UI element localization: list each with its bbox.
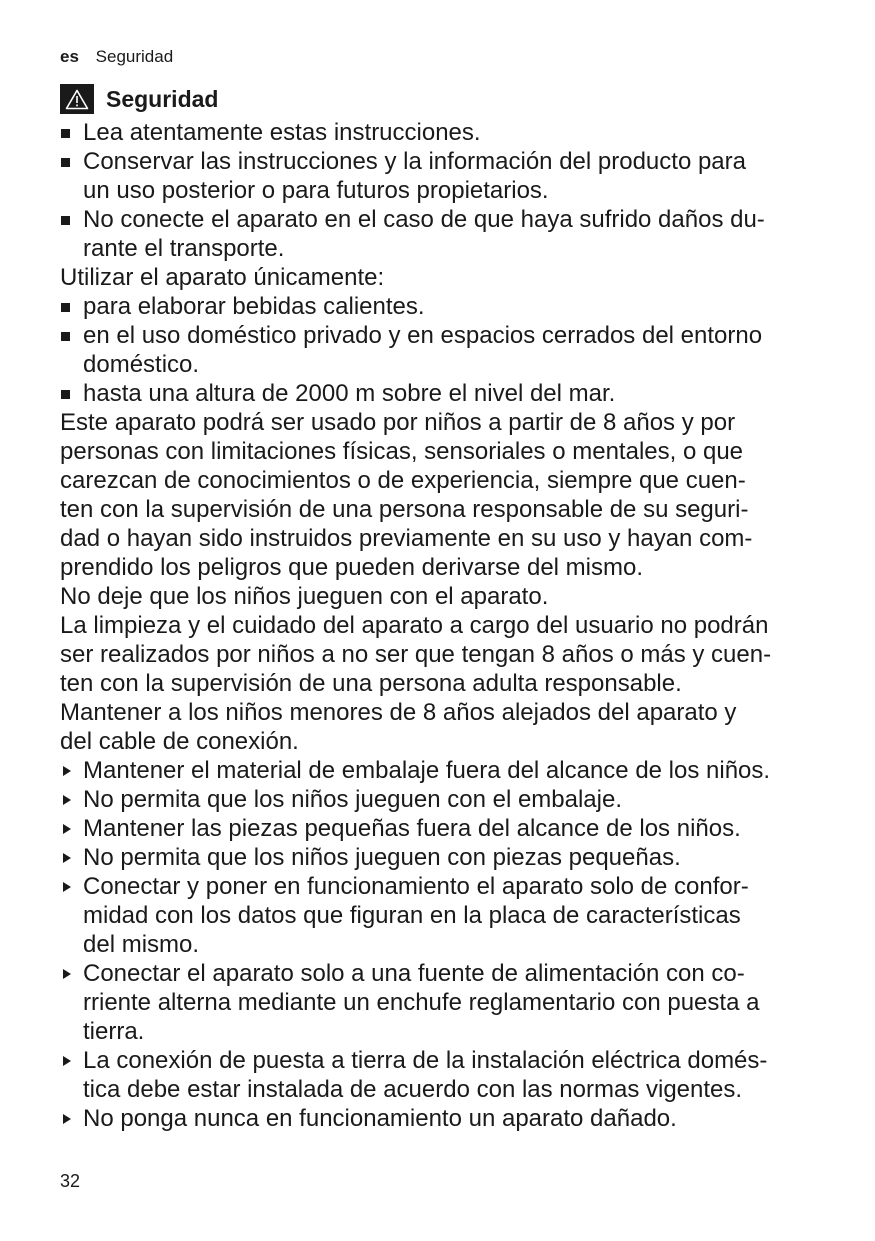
text-line: ser realizados por niños a no ser que tengan 8 años o más y cuen-: [60, 641, 772, 668]
header-section: Seguridad: [95, 47, 174, 66]
text-line: dad o hayan sido instruidos previamente en su uso y hayan com-: [60, 525, 753, 552]
text-line: carezcan de conocimientos o de experiencia, siempre que cuen-: [60, 467, 746, 494]
section-heading: [60, 82, 218, 116]
list-item: [60, 1046, 825, 1104]
list-item: [60, 872, 825, 959]
text-line: ten con la supervisión de una persona adulta responsable.: [60, 670, 682, 697]
body-text: [60, 118, 825, 1133]
list-item-text: No ponga nunca en funcionamiento un aparato dañado.: [83, 1105, 677, 1132]
text-line: La limpieza y el cuidado del aparato a cargo del usuario no podrán: [60, 612, 769, 639]
text-line: prendido los peligros que pueden derivarse del mismo.: [60, 554, 644, 581]
list-item-text: Conectar el aparato solo a una fuente de alimentación con co-: [83, 960, 745, 987]
text-line: Mantener a los niños menores de 8 años alejados del aparato y: [60, 699, 737, 726]
list-item-text: Conectar y poner en funcionamiento el aparato solo de confor-: [83, 873, 749, 900]
text-line: Este aparato podrá ser usado por niños a partir de 8 años y por: [60, 409, 736, 436]
list-item: [60, 147, 825, 205]
list-item: [60, 118, 825, 147]
cleaning-paragraph: [60, 611, 825, 698]
text-line: No deje que los niños jueguen con el aparato.: [60, 583, 549, 610]
list-item-text: La conexión de puesta a tierra de la instalación eléctrica domés-: [83, 1047, 768, 1074]
list-item-text: rriente alterna mediante un enchufe reglamentario con puesta a: [83, 989, 760, 1016]
list-item-text: tica debe estar instalada de acuerdo con las normas vigentes.: [83, 1076, 743, 1103]
list-item-text: Conservar las instrucciones y la información del producto para: [83, 148, 746, 175]
list-item-text: No conecte el aparato en el caso de que haya sufrido daños du-: [83, 206, 765, 233]
list-item: [60, 321, 825, 379]
list-item-text: para elaborar bebidas calientes.: [83, 293, 425, 320]
list-item-text: No permita que los niños jueguen con piezas pequeñas.: [83, 844, 681, 871]
page-number: 32: [60, 1171, 81, 1191]
actions-list: [60, 756, 825, 1133]
list-item: [60, 1104, 825, 1133]
list-item: [60, 205, 825, 263]
list-item-text: tierra.: [83, 1018, 145, 1045]
safety-list: [60, 118, 825, 263]
list-item-text: un uso posterior o para futuros propietarios.: [83, 177, 549, 204]
list-item: [60, 756, 825, 785]
list-item-text: Mantener las piezas pequeñas fuera del alcance de los niños.: [83, 815, 741, 842]
text-line: personas con limitaciones físicas, sensoriales o mentales, o que: [60, 438, 744, 465]
list-item-text: midad con los datos que figuran en la placa de características: [83, 902, 741, 929]
list-item: [60, 959, 825, 1046]
list-item-text: del mismo.: [83, 931, 200, 958]
list-item: [60, 292, 825, 321]
list-item: [60, 814, 825, 843]
list-item-text: Mantener el material de embalaje fuera del alcance de los niños.: [83, 757, 771, 784]
list-item: [60, 785, 825, 814]
warning-triangle-icon: [60, 84, 94, 114]
list-item-text: rante el transporte.: [83, 235, 285, 262]
header-language: es: [60, 47, 79, 66]
list-item: [60, 379, 825, 408]
page-title: Seguridad: [106, 85, 219, 112]
keep-away-paragraph: [60, 698, 825, 756]
running-header: [60, 47, 173, 67]
use-intro: Utilizar el aparato únicamente:: [60, 264, 385, 291]
list-item-text: en el uso doméstico privado y en espacios cerrados del entorno: [83, 322, 763, 349]
no-play-paragraph: [60, 582, 825, 611]
list-item-text: No permita que los niños jueguen con el embalaje.: [83, 786, 623, 813]
children-paragraph: [60, 408, 825, 582]
text-line: del cable de conexión.: [60, 728, 299, 755]
list-item-text: Lea atentamente estas instrucciones.: [83, 119, 481, 146]
use-list: [60, 292, 825, 408]
list-item: [60, 843, 825, 872]
list-item-text: hasta una altura de 2000 m sobre el nivel del mar.: [83, 380, 616, 407]
list-item-text: doméstico.: [83, 351, 200, 378]
text-line: ten con la supervisión de una persona responsable de su seguri-: [60, 496, 749, 523]
